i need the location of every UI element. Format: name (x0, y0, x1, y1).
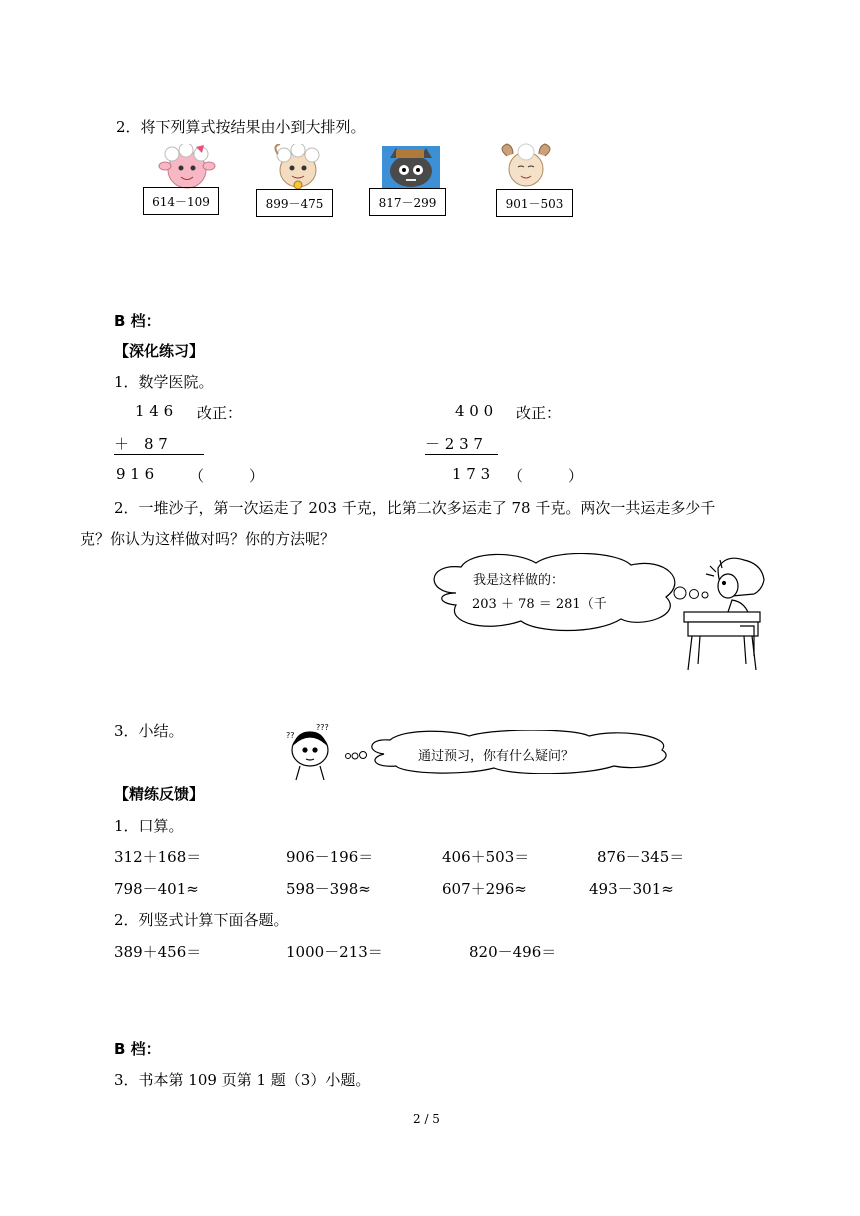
mental-item: 312＋168＝ (114, 848, 202, 866)
sand-problem-line1: 2．一堆沙子，第一次运走了 203 千克，比第二次多运走了 78 千克。两次一共运走多少千 (114, 499, 716, 517)
cloud-text-line2: 203 ＋ 78 ＝ 281（千 (472, 597, 607, 612)
left-operand-line: ＋ 8 7 (114, 433, 204, 455)
right-result: 1 7 3 (452, 465, 491, 483)
left-answer-paren: （ ） (189, 467, 265, 485)
question-cloud-text: 通过预习，你有什么疑问？ (418, 749, 575, 764)
section-feedback-heading: 【精练反馈】 (114, 785, 205, 803)
level-b-label: B 档： (114, 312, 161, 330)
section-deepen-heading: 【深化练习】 (114, 342, 205, 360)
level-b-label: B 档： (114, 1040, 161, 1058)
mental-item: 876－345＝ (597, 848, 685, 866)
student-at-desk-icon (680, 556, 770, 674)
mental-calc-title: 1．口算。 (114, 817, 184, 835)
expression-box: 614－109 (143, 187, 219, 215)
left-correct-label: 改正： (197, 404, 243, 422)
mental-item: 798－401≈ (114, 880, 199, 898)
right-operand-line: － 2 3 7 (425, 433, 498, 455)
cloud-text-line1: 我是这样做的： (473, 573, 565, 588)
vertical-item: 389＋456＝ (114, 943, 202, 961)
old-sheep-icon (497, 142, 555, 188)
expression-box: 899－475 (256, 189, 333, 217)
mental-item: 598－398≈ (286, 880, 371, 898)
expression-box: 817－299 (369, 188, 446, 216)
right-answer-paren: （ ） (508, 467, 584, 485)
left-top-number: 1 4 6 (135, 402, 174, 420)
sand-problem-line2: 克？你认为这样做对吗？你的方法呢？ (80, 530, 336, 548)
svg-text:??: ?? (286, 731, 295, 740)
mental-item: 906－196＝ (286, 848, 374, 866)
vertical-item: 820－496＝ (469, 943, 557, 961)
pink-sheep-icon (156, 144, 218, 190)
textbook-exercise: 3．书本第 109 页第 1 题（3）小题。 (114, 1071, 371, 1089)
right-top-number: 4 0 0 (455, 402, 494, 420)
mental-item: 493－301≈ (589, 880, 674, 898)
vertical-calc-title: 2．列竖式计算下面各题。 (114, 911, 289, 929)
math-hospital-title: 1．数学医院。 (114, 373, 214, 391)
mental-item: 406＋503＝ (442, 848, 530, 866)
vertical-item: 1000－213＝ (286, 943, 383, 961)
svg-text:???: ??? (316, 723, 329, 732)
sheep-with-bell-icon (270, 144, 326, 190)
left-result: 9 1 6 (116, 465, 155, 483)
boy-thinking-icon (282, 722, 342, 782)
expression-box: 901－503 (496, 189, 573, 217)
page-number: 2 / 5 (413, 1112, 440, 1126)
mental-item: 607＋296≈ (442, 880, 527, 898)
summary-title: 3．小结。 (114, 722, 184, 740)
right-correct-label: 改正： (516, 404, 562, 422)
question-sort-heading: 2．将下列算式按结果由小到大排列。 (116, 118, 366, 136)
grey-wolf-icon (382, 146, 440, 188)
